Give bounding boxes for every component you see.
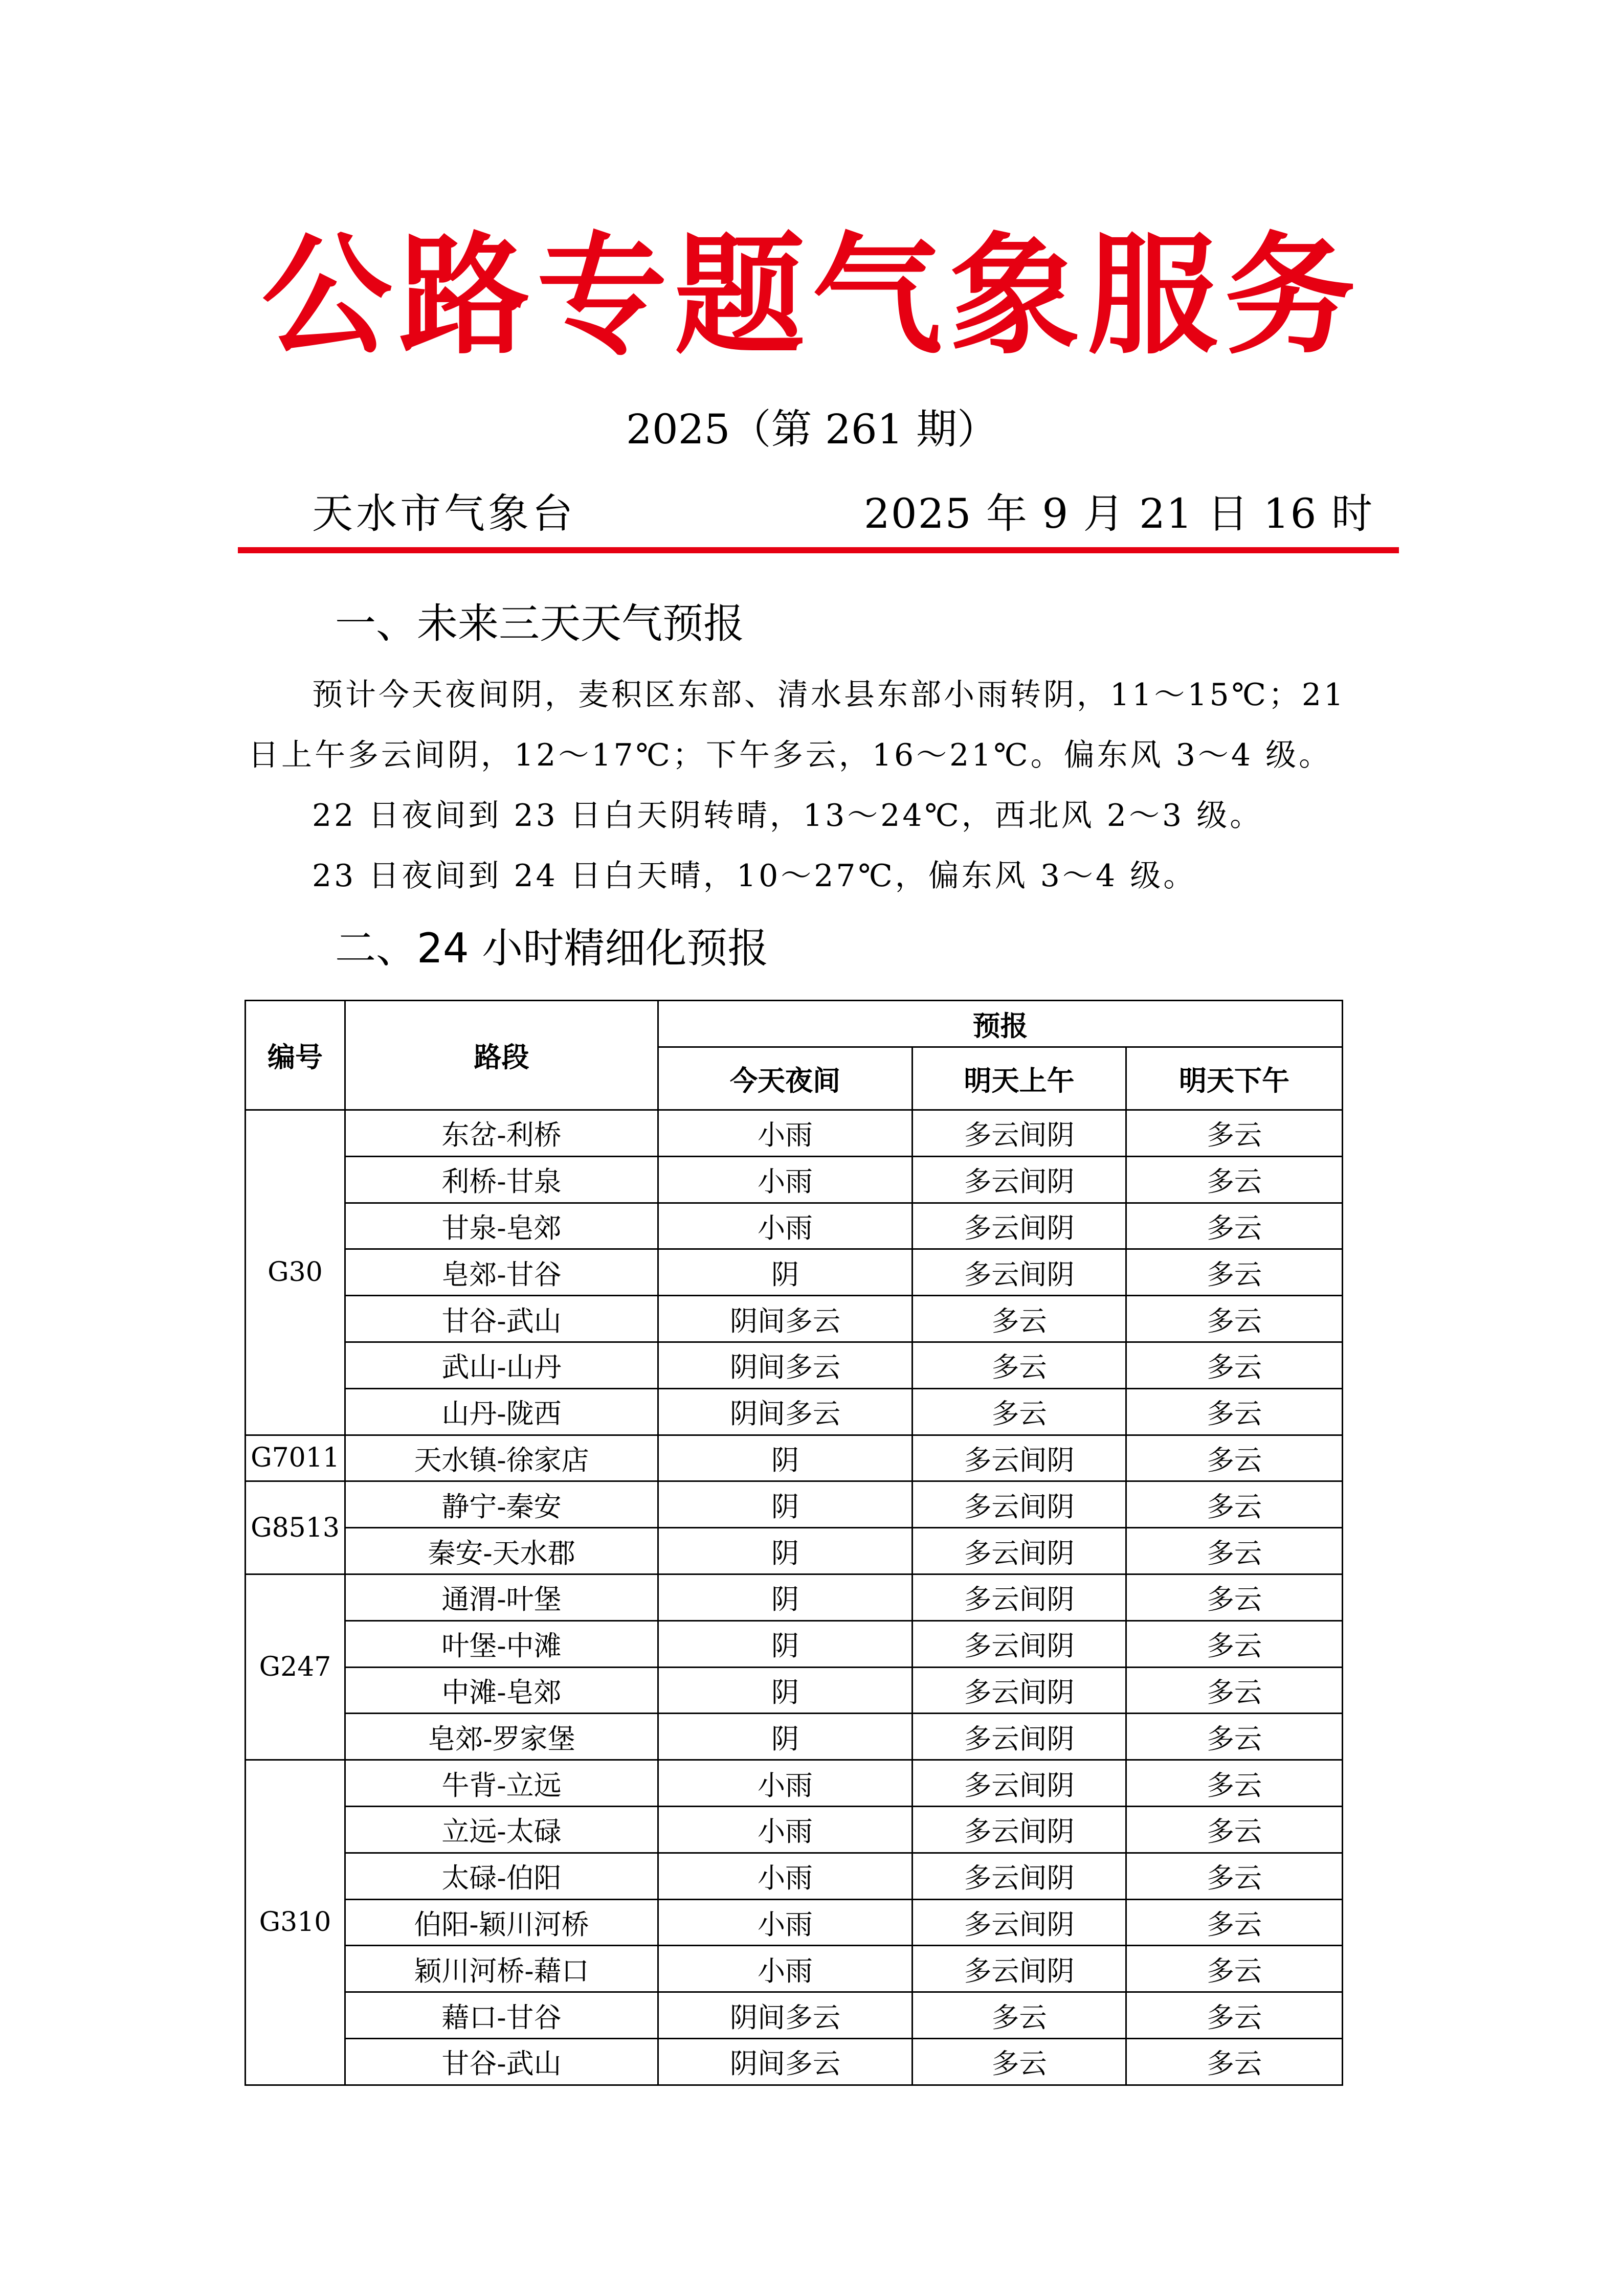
- forecast-tomorrow-pm: 多云: [1126, 1853, 1343, 1899]
- table-row: [246, 1899, 1343, 1946]
- table-row: [246, 1667, 1343, 1714]
- forecast-tonight: 小雨: [658, 1853, 913, 1899]
- forecast-tomorrow-pm: 多云: [1126, 1667, 1343, 1714]
- forecast-tomorrow-am: 多云间阴: [913, 1249, 1126, 1296]
- forecast-tomorrow-pm: 多云: [1126, 1481, 1343, 1528]
- table-row: [246, 1296, 1343, 1342]
- route-code: G30: [246, 1110, 345, 1435]
- road-segment: 秦安-天水郡: [345, 1528, 658, 1574]
- road-segment: 伯阳-颖川河桥: [345, 1899, 658, 1946]
- forecast-tonight: 阴: [658, 1528, 913, 1574]
- forecast-tomorrow-pm: 多云: [1126, 1992, 1343, 2039]
- road-segment: 牛背-立远: [345, 1760, 658, 1807]
- road-segment: 皂郊-甘谷: [345, 1249, 658, 1296]
- road-segment: 叶堡-中滩: [345, 1620, 658, 1667]
- road-segment: 静宁-秦安: [345, 1481, 658, 1528]
- road-segment: 山丹-陇西: [345, 1388, 658, 1435]
- forecast-tonight: 阴间多云: [658, 1342, 913, 1388]
- forecast-tomorrow-pm: 多云: [1126, 1946, 1343, 1992]
- table-row: [246, 1249, 1343, 1296]
- forecast-tomorrow-pm: 多云: [1126, 1388, 1343, 1435]
- road-segment: 颖川河桥-藉口: [345, 1946, 658, 1992]
- road-segment: 甘泉-皂郊: [345, 1203, 658, 1249]
- forecast-tonight: 阴: [658, 1620, 913, 1667]
- road-segment: 立远-太碌: [345, 1806, 658, 1853]
- issue-datetime: 2025 年 9 月 21 日 16 时: [863, 490, 1373, 537]
- forecast-tomorrow-pm: 多云: [1126, 1435, 1343, 1481]
- forecast-tomorrow-pm: 多云: [1126, 1528, 1343, 1574]
- table-row: [246, 1342, 1343, 1388]
- table-row: [246, 1110, 1343, 1157]
- road-segment: 中滩-皂郊: [345, 1667, 658, 1714]
- forecast-tonight: 阴间多云: [658, 1296, 913, 1342]
- road-segment: 甘谷-武山: [345, 2038, 658, 2085]
- forecast-tomorrow-pm: 多云: [1126, 1156, 1343, 1203]
- forecast-tomorrow-pm: 多云: [1126, 1249, 1343, 1296]
- forecast-paragraph-day3: 23 日夜间到 24 日白天晴，10～27℃，偏东风 3～4 级。: [312, 858, 1197, 894]
- forecast-tomorrow-am: 多云间阴: [913, 1156, 1126, 1203]
- forecast-tomorrow-am: 多云间阴: [913, 1481, 1126, 1528]
- forecast-tonight: 小雨: [658, 1899, 913, 1946]
- forecast-tomorrow-am: 多云间阴: [913, 1946, 1126, 1992]
- table-row: [246, 1620, 1343, 1667]
- forecast-tonight: 阴间多云: [658, 2038, 913, 2085]
- table-row: [246, 1481, 1343, 1528]
- forecast-tonight: 阴: [658, 1714, 913, 1760]
- forecast-tonight: 小雨: [658, 1110, 913, 1157]
- forecast-tonight: 阴: [658, 1574, 913, 1620]
- forecast-tomorrow-am: 多云: [913, 1992, 1126, 2039]
- header-tomorrow-am: 明天上午: [913, 1047, 1126, 1110]
- forecast-tomorrow-pm: 多云: [1126, 2038, 1343, 2085]
- forecast-tomorrow-am: 多云: [913, 1342, 1126, 1388]
- forecast-tomorrow-pm: 多云: [1126, 1620, 1343, 1667]
- forecast-paragraph-day2: 22 日夜间到 23 日白天阴转晴，13～24℃，西北风 2～3 级。: [312, 798, 1263, 834]
- forecast-tomorrow-pm: 多云: [1126, 1714, 1343, 1760]
- road-segment: 皂郊-罗家堡: [345, 1714, 658, 1760]
- header-divider: [238, 547, 1399, 553]
- forecast-tonight: 阴: [658, 1481, 913, 1528]
- road-segment: 天水镇-徐家店: [345, 1435, 658, 1481]
- forecast-tomorrow-am: 多云间阴: [913, 1899, 1126, 1946]
- forecast-tomorrow-am: 多云: [913, 2038, 1126, 2085]
- header-forecast: 预报: [658, 1001, 1343, 1047]
- table-row: [246, 1156, 1343, 1203]
- header-segment: 路段: [345, 1001, 658, 1110]
- forecast-tonight: 阴间多云: [658, 1388, 913, 1435]
- forecast-tomorrow-am: 多云间阴: [913, 1110, 1126, 1157]
- forecast-tonight: 小雨: [658, 1760, 913, 1807]
- forecast-tomorrow-am: 多云: [913, 1296, 1126, 1342]
- road-segment: 利桥-甘泉: [345, 1156, 658, 1203]
- forecast-tomorrow-pm: 多云: [1126, 1203, 1343, 1249]
- table-row: [246, 1806, 1343, 1853]
- road-segment: 甘谷-武山: [345, 1296, 658, 1342]
- header-tonight: 今天夜间: [658, 1047, 913, 1110]
- table-row: [246, 1388, 1343, 1435]
- header-code: 编号: [246, 1001, 345, 1110]
- route-code: G8513: [246, 1481, 345, 1574]
- section-heading-24h: 二、24 小时精细化预报: [335, 925, 769, 972]
- forecast-tonight: 小雨: [658, 1946, 913, 1992]
- forecast-tomorrow-am: 多云间阴: [913, 1620, 1126, 1667]
- forecast-tonight: 小雨: [658, 1806, 913, 1853]
- forecast-tomorrow-am: 多云间阴: [913, 1667, 1126, 1714]
- forecast-tomorrow-pm: 多云: [1126, 1342, 1343, 1388]
- forecast-tomorrow-pm: 多云: [1126, 1806, 1343, 1853]
- forecast-table-body: [246, 1110, 1343, 2085]
- forecast-tomorrow-am: 多云间阴: [913, 1528, 1126, 1574]
- forecast-tomorrow-pm: 多云: [1126, 1760, 1343, 1807]
- forecast-tomorrow-am: 多云: [913, 1388, 1126, 1435]
- forecast-tonight: 小雨: [658, 1203, 913, 1249]
- route-code: G310: [246, 1760, 345, 2085]
- table-row: [246, 1435, 1343, 1481]
- table-row: [246, 1714, 1343, 1760]
- forecast-table: [244, 1000, 1343, 2086]
- road-segment: 武山-山丹: [345, 1342, 658, 1388]
- issue-number: 2025（第 261 期）: [626, 406, 998, 453]
- forecast-tomorrow-am: 多云间阴: [913, 1714, 1126, 1760]
- table-row: [246, 1853, 1343, 1899]
- road-segment: 太碌-伯阳: [345, 1853, 658, 1899]
- route-code: G247: [246, 1574, 345, 1760]
- section-heading-three-day: 一、未来三天天气预报: [335, 600, 744, 647]
- table-row: [246, 1528, 1343, 1574]
- forecast-tomorrow-am: 多云间阴: [913, 1574, 1126, 1620]
- forecast-tomorrow-pm: 多云: [1126, 1296, 1343, 1342]
- forecast-tonight: 阴: [658, 1667, 913, 1714]
- road-segment: 通渭-叶堡: [345, 1574, 658, 1620]
- table-row: [246, 1574, 1343, 1620]
- document-title: 公路专题气象服务: [261, 220, 1363, 372]
- table-row: [246, 1992, 1343, 2039]
- forecast-tonight: 小雨: [658, 1156, 913, 1203]
- road-segment: 藉口-甘谷: [345, 1992, 658, 2039]
- header-tomorrow-pm: 明天下午: [1126, 1047, 1343, 1110]
- road-segment: 东岔-利桥: [345, 1110, 658, 1157]
- table-row: [246, 1760, 1343, 1807]
- table-row: [246, 1946, 1343, 1992]
- forecast-tonight: 阴: [658, 1249, 913, 1296]
- forecast-tomorrow-am: 多云间阴: [913, 1760, 1126, 1807]
- issuing-organization: 天水市气象台: [312, 490, 576, 537]
- table-row: [246, 1203, 1343, 1249]
- forecast-tonight: 阴: [658, 1435, 913, 1481]
- forecast-tomorrow-am: 多云间阴: [913, 1203, 1126, 1249]
- forecast-tomorrow-pm: 多云: [1126, 1574, 1343, 1620]
- forecast-tomorrow-pm: 多云: [1126, 1899, 1343, 1946]
- table-row: [246, 2038, 1343, 2085]
- forecast-tomorrow-am: 多云间阴: [913, 1806, 1126, 1853]
- forecast-tonight: 阴间多云: [658, 1992, 913, 2039]
- forecast-tomorrow-am: 多云间阴: [913, 1435, 1126, 1481]
- route-code: G7011: [246, 1435, 345, 1481]
- forecast-tomorrow-am: 多云间阴: [913, 1853, 1126, 1899]
- forecast-paragraph-today: 预计今天夜间阴，麦积区东部、清水县东部小雨转阴，11～15℃；21 日上午多云间阴，12～17℃；下午多云，16～21℃。偏东风 3～4 级。: [248, 677, 1346, 773]
- forecast-tomorrow-pm: 多云: [1126, 1110, 1343, 1157]
